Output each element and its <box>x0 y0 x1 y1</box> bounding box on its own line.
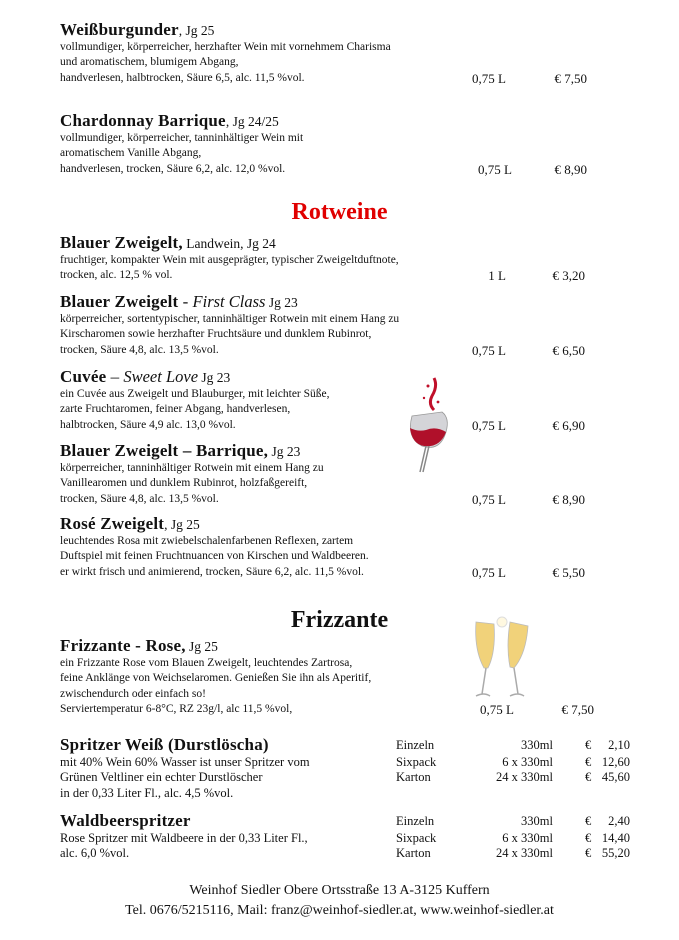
wine-title-part: Rosé Zweigelt <box>60 514 165 533</box>
wine-title <box>60 111 640 131</box>
wine-description-line: zwischendurch oder einfach so! <box>60 687 206 700</box>
wine-entry <box>60 111 640 177</box>
wine-description-line: Vanillearomen und dunklem Rubinrot, holzfaßgereift, <box>60 477 308 490</box>
pack-size: 330ml <box>521 738 553 752</box>
wine-price: € 7,50 <box>554 70 587 86</box>
wine-description-line: aromatischem Vanille Abgang, <box>60 147 202 160</box>
wine-description-line: leuchtendes Rosa mit zwiebelschalenfarbenen Reflexen, zartem <box>60 535 354 547</box>
wine-title-part: , Jg 24/25 <box>225 114 279 129</box>
wine-price: € 6,90 <box>552 417 585 433</box>
wine-title <box>60 636 640 656</box>
wine-description-line: ein Cuvée aus Zweigelt und Blauburger, mit leichter Süße, <box>60 388 330 400</box>
currency-symbol: € <box>585 846 592 861</box>
wine-volume: 0,75 L <box>472 564 506 580</box>
wine-description-line: handverlesen, trocken, Säure 6,2, alc. 12,0 %vol. <box>60 162 286 175</box>
wine-volume: 0,75 L <box>472 342 506 358</box>
wine-price: € 5,50 <box>552 564 585 580</box>
wine-volume: 0,75 L <box>472 417 506 433</box>
pack-size: 6 x 330ml <box>502 831 553 845</box>
wine-description-line: vollmundiger, körperreicher, tanninhältiger Wein mit <box>60 132 304 144</box>
wine-title <box>60 292 640 312</box>
wine-title <box>60 514 640 534</box>
pack-price: 14,40 <box>601 831 630 845</box>
wine-description-line: und aromatischem, blumigem Abgang, <box>60 56 239 69</box>
currency-symbol: € <box>585 814 592 828</box>
wine-title-part: Landwein, Jg 24 <box>182 236 276 251</box>
wine-description-line: körperreicher, sortentypischer, tanninhältiger Rotwein mit einem Hang zu <box>60 313 400 325</box>
wine-title-part: – <box>106 367 124 386</box>
wine-description-line: ein Frizzante Rose vom Blauen Zweigelt, leuchtendes Zartrosa, <box>60 657 353 669</box>
pack-price: 2,10 <box>608 738 630 752</box>
wine-title-part: Blauer Zweigelt <box>60 292 179 311</box>
wine-description-line: fruchtiger, kompakter Wein mit ausgeprägter, typischer Zweigeltduftnote, <box>60 254 399 266</box>
section-heading-rotweine: Rotweine <box>291 199 388 225</box>
pack-price: 12,60 <box>601 755 630 769</box>
wine-entry <box>60 636 640 717</box>
spritzer-entry <box>60 735 640 801</box>
wine-entry <box>60 233 640 284</box>
wine-price: € 8,90 <box>554 161 587 177</box>
pack-label: Einzeln <box>396 814 435 828</box>
wine-description-line: handverlesen, halbtrocken, Säure 6,5, alc. 11,5 %vol. <box>60 71 305 84</box>
wine-volume: 1 L <box>488 268 506 284</box>
wine-entry <box>60 367 640 433</box>
wine-entry <box>60 20 640 86</box>
red-wine-glass-image <box>404 376 454 474</box>
wine-title-part: Sweet Love <box>123 367 199 386</box>
footer-address: Weinhof Siedler Obere Ortsstraße 13 A-3125 Kuffern <box>189 883 490 898</box>
wine-description-line: trocken, alc. 12,5 % vol. <box>60 269 173 282</box>
wine-entry <box>60 514 640 580</box>
spritzer-description-line: mit 40% Wein 60% Wasser ist unser Spritzer vom <box>60 755 310 769</box>
wine-description-line: er wirkt frisch und animierend, trocken, Säure 6,2, alc. 11,5 %vol. <box>60 565 364 578</box>
spritzer-description-line: alc. 6,0 %vol. <box>60 846 130 861</box>
wine-description-line: trocken, Säure 4,8, alc. 13,5 %vol. <box>60 343 219 356</box>
wine-description-line: Duftspiel mit feinen Fruchtnuancen von Kirschen und Waldbeeren. <box>60 550 369 563</box>
wine-title-part: , Jg 25 <box>178 23 215 38</box>
spritzer-title-row <box>60 811 640 831</box>
wine-description-line: Serviertemperatur 6-8°C, RZ 23g/l, alc 11,5 %vol, <box>60 702 293 715</box>
wine-description-line: halbtrocken, Säure 4,9 alc. 13,0 %vol. <box>60 418 236 431</box>
pack-label: Karton <box>396 846 431 861</box>
wine-volume: 0,75 L <box>472 70 506 86</box>
wine-description-line: trocken, Säure 4,8, alc. 13,5 %vol. <box>60 492 219 505</box>
wine-title <box>60 441 640 461</box>
wine-title-part: Blauer Zweigelt – Barrique, <box>60 441 269 460</box>
champagne-glasses-image <box>462 616 542 704</box>
spritzer-title: Spritzer Weiß (Durstlöscha) <box>60 735 269 754</box>
wine-description-line: körperreicher, tanninhältiger Rotwein mit einem Hang zu <box>60 462 324 474</box>
wine-price: € 8,90 <box>552 491 585 507</box>
currency-symbol: € <box>585 755 592 769</box>
pack-label: Einzeln <box>396 738 435 752</box>
wine-title-part: Jg 25 <box>185 639 218 654</box>
wine-title <box>60 20 640 40</box>
wine-title-part: Cuvée <box>60 367 107 386</box>
spritzer-title-row <box>60 735 640 755</box>
wine-volume: 0,75 L <box>472 491 506 507</box>
pack-price: 45,60 <box>601 770 630 785</box>
wine-entry <box>60 441 640 507</box>
spritzer-description-line: Grünen Veltliner ein echter Durstlöscher <box>60 770 263 785</box>
wine-title-part: Blauer Zweigelt, <box>60 233 183 252</box>
pack-size: 24 x 330ml <box>496 846 553 861</box>
wine-title-part: Frizzante - Rose, <box>60 636 186 655</box>
wine-description-line: zarte Fruchtaromen, feiner Abgang, handverlesen, <box>60 403 291 416</box>
wine-title-part: Weißburgunder <box>60 20 179 39</box>
wine-volume: 0,75 L <box>480 701 514 717</box>
wine-price: € 3,20 <box>552 268 585 284</box>
pack-label: Sixpack <box>396 755 437 769</box>
currency-symbol: € <box>585 738 592 752</box>
currency-symbol: € <box>585 770 592 785</box>
currency-symbol: € <box>585 831 592 845</box>
wine-title-part: - <box>178 292 193 311</box>
spritzer-title: Waldbeerspritzer <box>60 811 191 830</box>
pack-price: 55,20 <box>601 846 630 861</box>
wine-title-part: Jg 23 <box>265 295 298 310</box>
wine-description-line: feine Anklänge von Weichselaromen. Genießen Sie ihn als Aperitif, <box>60 672 372 685</box>
wine-title-part: Chardonnay Barrique <box>60 111 226 130</box>
section-heading-frizzante: Frizzante <box>290 607 389 633</box>
spritzer-entry <box>60 811 640 862</box>
pack-size: 24 x 330ml <box>496 770 553 785</box>
spritzer-description-line: Rose Spritzer mit Waldbeere in der 0,33 Liter Fl., <box>60 831 308 845</box>
wine-title <box>60 367 640 387</box>
wine-price: € 7,50 <box>561 701 594 717</box>
wine-title-part: Jg 23 <box>198 370 231 385</box>
pack-price: 2,40 <box>608 814 630 828</box>
wine-description-line: vollmundiger, körperreicher, herzhafter Wein mit vornehmem Charisma <box>60 41 391 53</box>
wine-title-part: Jg 23 <box>268 444 301 459</box>
pack-label: Karton <box>396 770 431 785</box>
footer-contact: Tel. 0676/5215116, Mail: franz@weinhof-siedler.at, www.weinhof-siedler.at <box>125 903 554 918</box>
pack-size: 6 x 330ml <box>502 755 553 769</box>
wine-title-part: , Jg 25 <box>164 517 200 532</box>
wine-volume: 0,75 L <box>478 161 512 177</box>
wine-entry <box>60 292 640 358</box>
wine-title-part: First Class <box>192 292 266 311</box>
pack-size: 330ml <box>521 814 553 828</box>
wine-description-line: Kirscharomen sowie herzhafter Fruchtsäure und dunklem Rubinrot, <box>60 328 372 341</box>
spritzer-description-line: in der 0,33 Liter Fl., alc. 4,5 %vol. <box>60 785 234 800</box>
pack-label: Sixpack <box>396 831 437 845</box>
wine-price: € 6,50 <box>552 342 585 358</box>
wine-title <box>60 233 640 253</box>
